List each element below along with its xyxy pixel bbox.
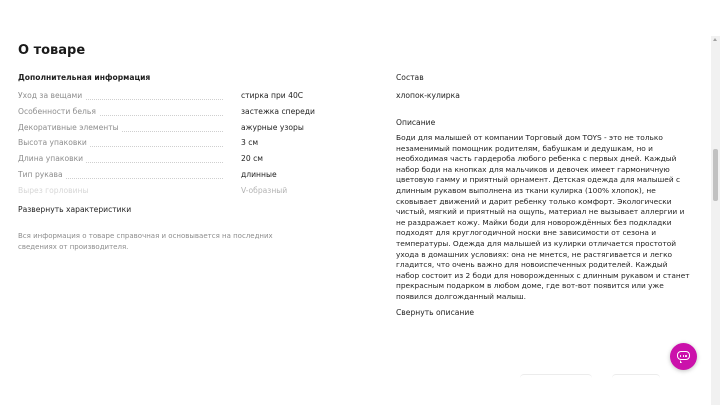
spec-value: стирка при 40С bbox=[241, 91, 304, 100]
chat-dot bbox=[683, 355, 685, 357]
description-text: Боди для малышей от компании Торговый дом TOYS - это не только незаменимый помощник родителям, бабушкам и дедушкам, но и необходимая часть гардероба любого ребенка с первых дней. Каждый набор боди на кнопках для мальчиков и девочек имеет гармоничную цветовую гамму и приятный орнамент. Детская одежда для малышей с длинным рукавом выполнена из ткани кулирка (100% хлопок), не сковывает движений и дарит ребенку только комфорт. Экологически чистый, мягкий и приятный на ощупь, материал не вызывает аллергии и не раздражает кожу. Майки боди для новорождённых без подкладки подходят для круглогодичной носки вне зависимости от сезона и температуры. Одежда для малышей из кулирки отличается простотой ухода в домашних условиях: она не мнется, не растягивается и легко гладится, что очень важно для новоиспеченных родителей. Каждый набор состоит из 2 боди для новорожденных с длинным рукавом и станет прекрасным подарком в любом доме, где вот-вот появится или уже появился долгожданный малыш. bbox=[396, 133, 690, 301]
spec-row bbox=[18, 88, 303, 104]
spec-label: Высота упаковки bbox=[18, 138, 90, 147]
spec-value: 20 см bbox=[241, 154, 263, 164]
spec-list bbox=[18, 88, 315, 199]
spec-value: 3 см bbox=[241, 138, 259, 148]
chat-icon bbox=[677, 351, 690, 360]
card-edge bbox=[520, 374, 592, 405]
composition-value: хлопок-кулирка bbox=[396, 91, 460, 100]
spec-row bbox=[18, 151, 303, 167]
spec-row-faded bbox=[18, 183, 303, 199]
spec-label: Декоративные элементы bbox=[18, 123, 122, 132]
spec-row bbox=[18, 167, 303, 183]
page-title: О товаре bbox=[18, 43, 86, 58]
spec-value: V-образный bbox=[241, 185, 288, 195]
disclaimer-note: Вся информация о товаре справочная и основывается на последних сведениях от производителя. bbox=[18, 231, 273, 251]
spec-row bbox=[18, 120, 303, 136]
details-heading: Дополнительная информация bbox=[18, 73, 151, 82]
details-section bbox=[18, 72, 315, 253]
expand-specs-link[interactable]: Развернуть характеристики bbox=[18, 204, 132, 214]
scrollbar-thumb[interactable] bbox=[713, 149, 718, 201]
spec-row bbox=[18, 135, 303, 151]
chat-button[interactable] bbox=[670, 343, 697, 370]
spec-label: Длина упаковки bbox=[18, 154, 86, 163]
scrollbar[interactable] bbox=[711, 36, 720, 405]
spec-label: Вырез горловины bbox=[18, 186, 91, 195]
chat-dot bbox=[685, 355, 687, 357]
spec-row bbox=[18, 104, 315, 120]
chat-dot bbox=[680, 355, 682, 357]
scroll-up-arrow-icon[interactable] bbox=[713, 38, 717, 41]
spec-label: Особенности белья bbox=[18, 107, 99, 116]
spec-value: застежка спереди bbox=[241, 106, 315, 116]
spec-value: ажурные узоры bbox=[241, 122, 304, 132]
spec-label: Уход за вещами bbox=[18, 91, 85, 100]
description-heading: Описание bbox=[396, 118, 436, 127]
spec-label: Тип рукава bbox=[18, 170, 66, 179]
composition-heading: Состав bbox=[396, 73, 424, 82]
spec-value: длинные bbox=[241, 169, 277, 179]
card-edge bbox=[612, 374, 660, 405]
description-section bbox=[396, 72, 692, 317]
collapse-description-link[interactable]: Свернуть описание bbox=[396, 307, 474, 317]
